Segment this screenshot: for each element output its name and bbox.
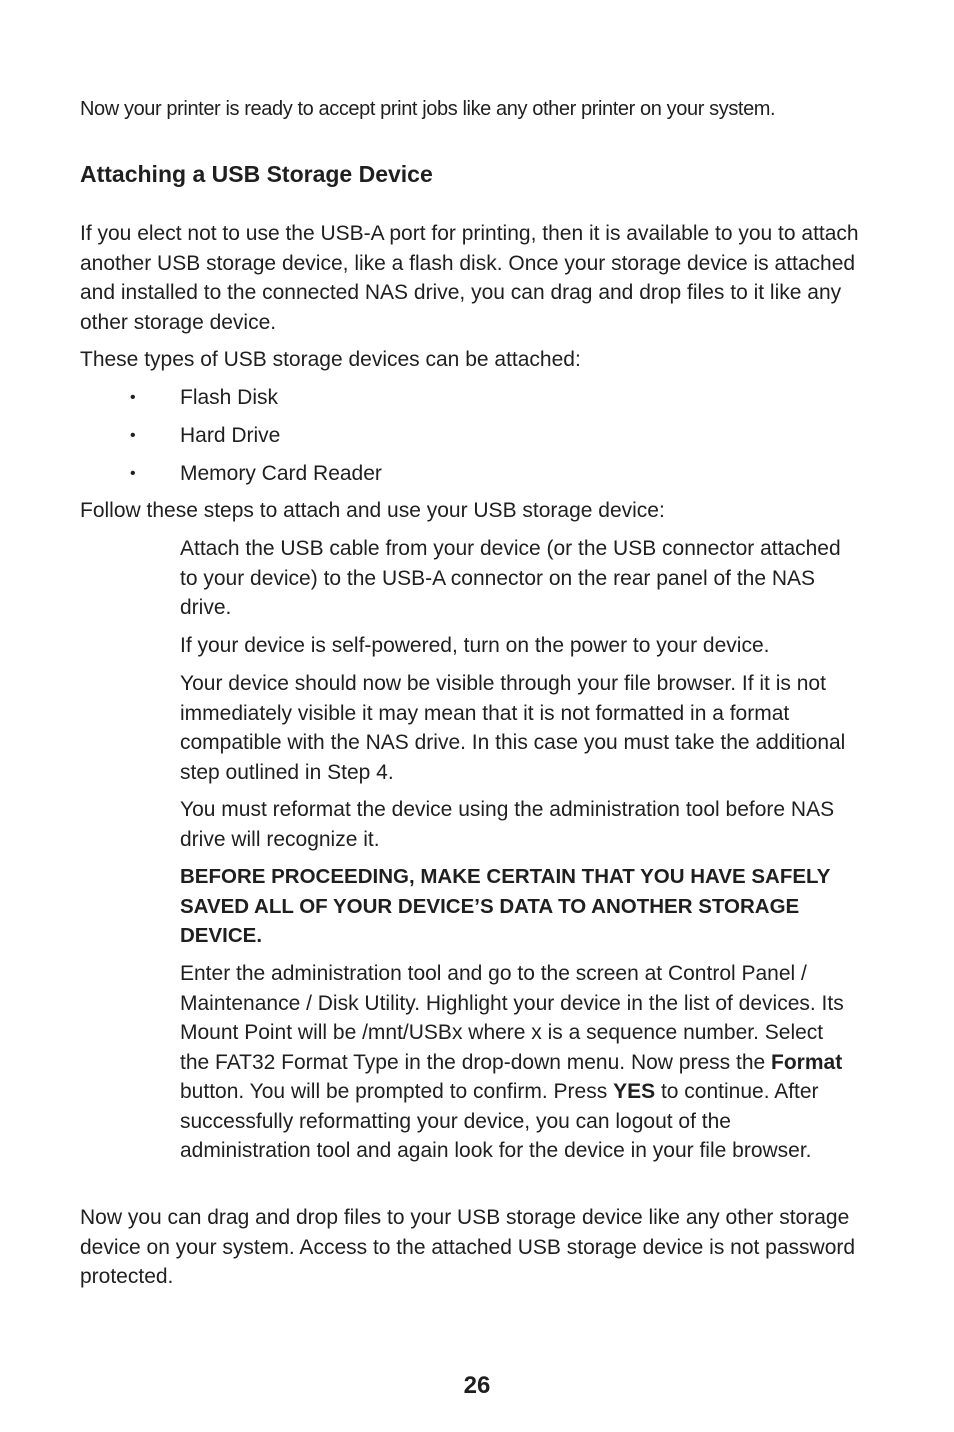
section-heading: Attaching a USB Storage Device <box>80 161 433 187</box>
step-5-text: Enter the administration tool and go to the screen at Control Panel / Maintenance / Disk Utility. Highlight your device in the list of devices. Its Mount Point will be /mnt/USBx where x is a sequence number. Select the FAT32 Format Type in the drop-down menu. Now press the <box>180 962 844 1074</box>
closing-paragraph: Now you can drag and drop files to your USB storage device like any other storage device on your system. Access to the attached USB storage device is not password protected. <box>80 1206 856 1288</box>
step-5-text: to continue. After successfully reformatting your device, you can logout of the administration tool and again look for the device in your file browser. <box>180 1080 819 1162</box>
page-number: 26 <box>463 1372 491 1399</box>
bullet-icon: • <box>130 389 136 406</box>
intro-paragraph: Now your printer is ready to accept print jobs like any other printer on your system. <box>80 98 776 120</box>
step-2: If your device is self-powered, turn on the power to your device. <box>180 634 770 657</box>
step-1: Attach the USB cable from your device (or the USB connector attached to your device) to the USB-A connector on the rear panel of the NAS drive. <box>180 537 841 619</box>
list-item-label: Flash Disk <box>180 386 279 409</box>
format-button-reference: Format <box>771 1050 843 1074</box>
step-3: Your device should now be visible through your file browser. If it is not immediately visible it may mean that it is not formatted in a format compatible with the NAS drive. In this case you must take the additional step outlined in Step 4. <box>180 672 846 784</box>
bullet-icon: • <box>130 465 136 482</box>
list-item-label: Hard Drive <box>180 424 281 447</box>
step-4: You must reformat the device using the administration tool before NAS drive will recognize it. <box>180 798 835 851</box>
list-item-label: Memory Card Reader <box>180 462 382 485</box>
intro-usb-paragraph: If you elect not to use the USB-A port for printing, then it is available to you to attach another USB storage device, like a flash disk. Once your storage device is attached and installed to the connected NAS drive, you can drag and drop files to it like any other storage device. <box>80 222 859 334</box>
device-types-intro: These types of USB storage devices can be attached: <box>80 348 581 371</box>
step-5-text: button. You will be prompted to confirm. Press <box>180 1080 614 1103</box>
warning-notice: BEFORE PROCEEDING, MAKE CERTAIN THAT YOU HAVE SAFELY SAVED ALL OF YOUR DEVICE’S DATA TO ANOTHER STORAGE DEVICE. <box>180 865 830 947</box>
bullet-icon: • <box>130 427 136 444</box>
yes-button-reference: YES <box>613 1080 656 1103</box>
steps-intro: Follow these steps to attach and use your USB storage device: <box>80 499 665 522</box>
step-5 <box>180 959 858 1166</box>
